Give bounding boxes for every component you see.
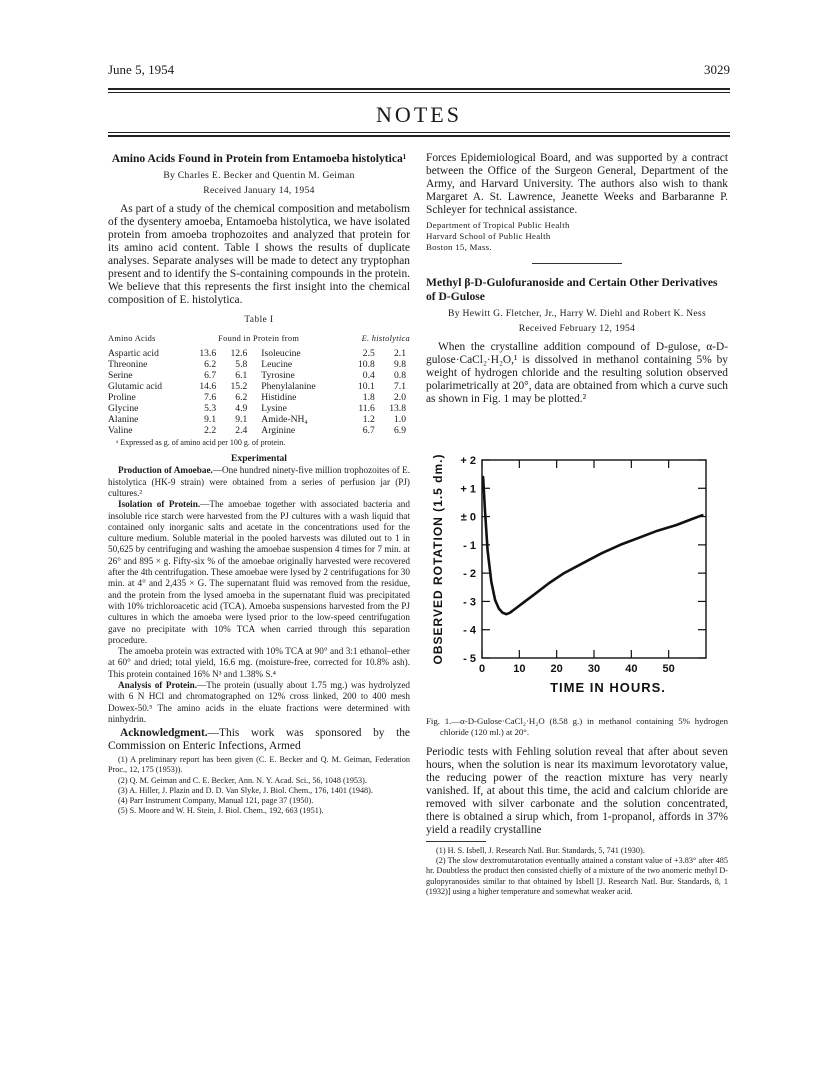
address-line: Department of Tropical Public Health (426, 220, 570, 230)
article-continuation: Forces Epidemiological Board, and was supported by a contract between the Office of the Surgeon General, Department of the Army, and Harvard University. The authors also wish to thank Margaret A. St. Lawrence, Jeanette Weeks and Barbaranne P. Schleyer for technical assistance. (426, 152, 728, 216)
rotation-series-line (483, 477, 702, 614)
rotation-chart (426, 452, 728, 712)
table-cell-name: Leucine (261, 359, 293, 370)
article-received: Received January 14, 1954 (203, 185, 315, 196)
y-tick-label: + 2 (460, 455, 476, 467)
table-cell-value: 1.0 (394, 414, 406, 425)
header-page-number: 3029 (704, 62, 730, 77)
table-cell-value: 5.3 (204, 403, 217, 414)
section-rule-top (108, 132, 730, 133)
exp-production-head: Production of Amoebae. (118, 465, 213, 476)
article2-received: Received February 12, 1954 (518, 323, 636, 334)
table-cell-value: 14.6 (199, 381, 217, 392)
y-tick-label: + 1 (460, 483, 476, 496)
table-cell-value: 6.7 (362, 425, 375, 436)
table-cell-value: 13.6 (199, 348, 217, 359)
footnote: (1) H. S. Isbell, J. Research Natl. Bur. Standards, 5, 741 (1930). (436, 846, 645, 855)
footnote-rule (426, 841, 486, 842)
exp-analysis (108, 680, 410, 725)
y-tick-label: - 2 (463, 568, 476, 581)
exp-extraction: The amoeba protein was extracted with 10% TCA at 90° and 3:1 ethanol–ether at 60° and dried; total yield, 16.6 mg. (moisture-free, corrected for 10.8% ash). This protein contained 16% N³ and 1.38% S.⁴ (108, 646, 410, 679)
y-tick-label: - 4 (463, 624, 476, 637)
table-header-left: Amino Acids (108, 334, 156, 343)
table-cell-name: Lysine (261, 403, 287, 414)
table-cell-name: Serine (108, 370, 133, 381)
table-cell-name: Isoleucine (261, 348, 301, 359)
table-cell-value: 13.8 (389, 403, 406, 414)
footnote: (1) A preliminary report has been given (C. E. Becker and Q. M. Geiman, Federation Proc., 12, 175 (1953)). (108, 755, 410, 775)
footnote: (5) S. Moore and W. H. Stein, J. Biol. Chem., 192, 663 (1951). (118, 806, 324, 816)
footnotes-right (426, 846, 728, 897)
table-cell-value: 0.4 (362, 370, 375, 381)
table-header (108, 332, 410, 345)
table-cell-value: 0.8 (394, 370, 406, 381)
exp-isolation-head: Isolation of Protein. (118, 499, 201, 510)
x-tick-label: 30 (587, 663, 601, 675)
table-cell-value: 6.2 (204, 359, 217, 370)
plot-frame (482, 460, 706, 658)
table-cell-name: Valine (108, 425, 133, 436)
table-cell-name: Threonine (108, 359, 148, 370)
table-cell-value: 6.1 (235, 370, 248, 381)
table-cell-value: 6.9 (394, 425, 406, 436)
article-divider (532, 263, 622, 264)
table-note: ᵃ Expressed as g. of amino acid per 100 g. of protein. (116, 438, 286, 447)
x-tick-label: 10 (513, 663, 526, 675)
table-cell-value: 15.2 (230, 381, 248, 392)
y-tick-label: - 1 (463, 539, 476, 552)
table-cell-value: 7.1 (394, 381, 406, 392)
figure-rotation-curve (426, 452, 728, 712)
table-cell-value: 6.7 (204, 370, 217, 381)
y-axis-label: OBSERVED ROTATION (1.5 dm.) (431, 453, 445, 665)
table-cell-value: 4.9 (235, 403, 248, 414)
exp-production-text: —One hundred ninety-five million trophozoites of E. histolytica (HK-9 strain) were obtained from a series of perfusion jar (PJ) cultures.² (108, 465, 410, 498)
acknowledgment-text: —This work was sponsored by the Commission on Enteric Infections, Armed (108, 727, 410, 753)
x-axis-label: TIME IN HOURS. (550, 680, 666, 695)
table-cell-value: 1.8 (362, 392, 375, 403)
right-column (426, 152, 728, 406)
y-tick-label: - 5 (463, 653, 476, 665)
table-row (108, 414, 410, 425)
exp-analysis-head: Analysis of Protein. (118, 680, 198, 691)
table-cell-name: Tyrosine (261, 370, 295, 381)
exp-isolation (108, 499, 410, 646)
article2-body: Periodic tests with Fehling solution reveal that after about seven hours, when the solution is near its maximum levorotatory value, the reducing power of the reaction mixture has very nearly vanished. If, at about this time, the acid and calcium chloride are removed with silver carbonate and the solution concentrated, there is obtained a sirup which, from 1-propanol, affords in 37% yield a readily crystalline (426, 746, 728, 836)
footnote: (4) Parr Instrument Company, Manual 121, page 37 (1950). (118, 796, 314, 806)
figure-caption: Fig. 1.—α-D-Gulose·CaCl₂·H₂O (8.58 g.) in methanol containing 5% hydrogen chloride (120 ml.) at 20°. (426, 716, 728, 737)
table-cell-value: 10.8 (358, 359, 375, 370)
table-cell-value: 2.1 (394, 348, 406, 359)
address-line: Boston 15, Mass. (426, 242, 492, 252)
article2-title: Methyl β-D-Gulofuranoside and Certain Other Derivatives of D-Gulose (426, 276, 718, 303)
table-cell-value: 9.1 (235, 414, 248, 425)
table-cell-value: 6.2 (235, 392, 248, 403)
table-cell-value: 2.4 (235, 425, 248, 436)
footnotes-left (108, 755, 410, 816)
table-caption: Table I (244, 314, 274, 324)
table-cell-value: 1.2 (362, 414, 375, 425)
section-rule-bottom (108, 135, 730, 137)
table-row (108, 381, 410, 392)
left-column (108, 152, 410, 816)
article-intro: As part of a study of the chemical composition and metabolism of the dysentery amoeba, Entamoeba histolytica, we have isolated protein from amoeba trophozoites and analyzed that protein for its amino acid content. Table I shows the results of duplicate analyses. Separate analyses will be made to detect any tryptophan present and to identify the S-containing compounds in the protein. We believe that this represents the first insight into the chemical composition of E. histolytica. (108, 203, 410, 306)
table-row (108, 403, 410, 414)
acknowledgment-head: Acknowledgment. (120, 727, 208, 740)
table-cell-value: 12.6 (230, 348, 248, 359)
footnote: (3) A. Hiller, J. Plazin and D. D. Van Slyke, J. Biol. Chem., 176, 1401 (1948). (118, 785, 373, 795)
table-cell-value: 9.8 (394, 359, 406, 370)
table-cell-value: 11.6 (358, 403, 375, 414)
y-tick-label: ± 0 (460, 511, 476, 524)
header-rule-bottom (108, 92, 730, 93)
table-cell-value: 2.0 (394, 392, 406, 403)
y-tick-label: - 3 (463, 596, 476, 609)
x-tick-label: 20 (550, 663, 563, 675)
table-cell-value: 2.2 (204, 425, 217, 436)
x-tick-label: 40 (625, 663, 638, 675)
table-cell-name: Arginine (261, 425, 296, 436)
table-cell-name: Glutamic acid (108, 381, 163, 392)
exp-production (108, 465, 410, 499)
table-cell-name: Histidine (261, 392, 297, 403)
table-cell-name: Amide-NH₄ (261, 414, 308, 425)
table-cell-value: 10.1 (358, 381, 375, 392)
exp-isolation-text: —The amoebae together with associated bacteria and insoluble rice starch were harvested from the PJ cultures with a wash liquid that contained only inorganic salts and acetate in the concentrations used for the culture medium. Soluble material in the pooled harvests was diluted out to 1 in 50,625 by centrifuging and washing the amoebae suspension 4 times for 7 min. at 26° and 895 × g. Fifty-six % of the amoebae originally harvested were recovered after the 4th centrifugation. These amoebae were lysed by 2 centrifugations for 30 min. at 4° and 2,435 × G. The supernatant fluid was removed from the residue, and the protein from the lysed amoeba in the supernatant fluid was precipitated with 10% trichloroacetic acid (TCA). Amoeba suspensions harvested from the PJ cultures in which the amoeba were lysed prior to the low-speed centrifugation gave no precipitate with 10% TCA when carried through this separation procedure. (108, 499, 410, 645)
table-cell-value: 7.6 (204, 392, 217, 403)
amino-acid-table (108, 348, 410, 436)
table-cell-value: 5.8 (235, 359, 248, 370)
table-row (108, 425, 410, 436)
article2-intro: When the crystalline addition compound of D-gulose, α-D-gulose·CaCl₂·H₂O,¹ is dissolved in methanol containing 5% by weight of hydrogen chloride and the resulting solution observed polarimetrically at 20°, data are obtained from which a curve such as shown in Fig. 1 may be plotted.² (426, 341, 728, 405)
table-row (108, 392, 410, 403)
table-cell-name: Glycine (108, 403, 139, 414)
table-row (108, 348, 410, 359)
section-title: NOTES (376, 102, 462, 127)
table-cell-value: 9.1 (204, 414, 217, 425)
table-row (108, 359, 410, 370)
table-row (108, 370, 410, 381)
footnote: (2) The slow dextromutarotation eventually attained a constant value of +3.83° after 485 hr. Doubtless the product then consisted chiefly of a mixture of the two anomeric methyl D-gulopyranosides similar to that obtained by Isbell [J. Research Natl. Bur. Standards, 8, 1 (1932)] using a higher temperature and somewhat weaker acid. (426, 856, 728, 896)
table-cell-value: 2.5 (362, 348, 375, 359)
table-header-right: E. histolytica (361, 334, 410, 343)
table-cell-name: Proline (108, 392, 136, 403)
author-address (426, 220, 728, 253)
right-column-lower (426, 716, 728, 897)
footnote: (2) Q. M. Geiman and C. E. Becker, Ann. N. Y. Acad. Sci., 56, 1048 (1953). (118, 775, 367, 785)
exp-analysis-text: —The protein (usually about 1.75 mg.) was hydrolyzed with 6 N HCl and chromatographed on 12% cross linked, 200 to 400 mesh Dowex-50.⁵ The amino acids in the eluate fractions were determined with ninhydrin. (108, 680, 410, 724)
table-cell-name: Alanine (108, 414, 139, 425)
header-date: June 5, 1954 (108, 62, 175, 77)
article2-byline: By Hewitt G. Fletcher, Jr., Harry W. Diehl and Robert K. Ness (448, 308, 706, 319)
experimental-heading: Experimental (231, 453, 287, 465)
x-tick-label: 0 (478, 663, 486, 675)
article-title: Amino Acids Found in Protein from Entamoeba histolytica¹ (111, 152, 407, 165)
table-header-mid: Found in Protein from (218, 334, 300, 343)
header-rule-top (108, 88, 730, 90)
table-cell-name: Phenylalanine (261, 381, 316, 392)
table-cell-name: Aspartic acid (108, 348, 159, 359)
acknowledgment (108, 727, 410, 753)
x-tick-label: 50 (662, 663, 675, 675)
article-byline: By Charles E. Becker and Quentin M. Geiman (163, 170, 355, 181)
address-line: Harvard School of Public Health (426, 231, 551, 241)
